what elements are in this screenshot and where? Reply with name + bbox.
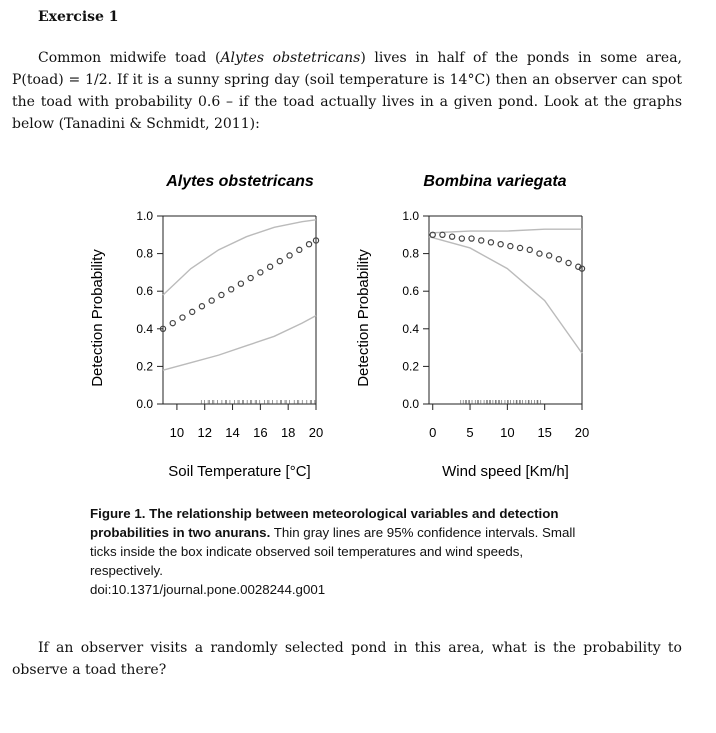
data-point <box>297 247 302 252</box>
intro-text-2: ) lives in half of the ponds in some area, P(toad) = 1/2. If it is a sunny spring day (soil temperature is 14°C) then an observer can spot the toad with probability 0.6 – if the toad actually lives in a given pond. Look at the graphs below (Tanadini & Schmidt, 2011): <box>12 50 682 132</box>
data-point <box>459 236 464 241</box>
intro-paragraph <box>12 47 682 135</box>
x-tick-label: 14 <box>225 425 240 440</box>
y-tick-label: 0.8 <box>136 246 153 261</box>
data-point <box>229 287 234 292</box>
data-point <box>248 275 253 280</box>
y-tick-label: 1.0 <box>402 209 419 223</box>
x-axis-label: Soil Temperature [°C] <box>168 463 311 480</box>
data-point <box>566 260 571 265</box>
y-tick-label: 0.0 <box>136 397 153 411</box>
y-tick-label: 0.6 <box>402 284 419 299</box>
x-tick-label: 15 <box>537 425 552 440</box>
data-point <box>170 321 175 326</box>
data-point <box>479 238 484 243</box>
y-tick-label: 0.6 <box>136 284 153 299</box>
ci-lower-line <box>163 316 316 371</box>
data-point <box>508 243 513 248</box>
intro-text-1: Common midwife toad ( <box>38 50 221 66</box>
ci-upper-line <box>429 229 582 233</box>
y-tick-label: 0.2 <box>136 359 153 374</box>
data-point <box>469 236 474 241</box>
data-point <box>268 264 273 269</box>
x-tick-label: 12 <box>197 425 212 440</box>
x-tick-label: 16 <box>253 425 268 440</box>
data-point <box>199 304 204 309</box>
data-point <box>258 270 263 275</box>
data-point <box>306 242 311 247</box>
ci-lower-line <box>429 237 582 354</box>
x-tick-label: 0 <box>429 425 437 440</box>
chart-title: Bombina variegata <box>423 173 567 190</box>
y-tick-label: 0.0 <box>402 397 419 411</box>
figure-caption <box>90 504 594 599</box>
x-tick-label: 5 <box>466 425 474 440</box>
chart-bombina <box>355 173 589 480</box>
data-point <box>556 257 561 262</box>
data-point <box>180 315 185 320</box>
x-tick-label: 20 <box>574 425 590 440</box>
x-axis-label: Wind speed [Km/h] <box>442 463 569 480</box>
data-point <box>547 253 552 258</box>
data-point <box>287 253 292 258</box>
y-tick-label: 0.8 <box>402 246 419 261</box>
y-tick-label: 0.4 <box>136 321 153 336</box>
data-point <box>498 242 503 247</box>
caption-bold: Figure 1. The relationship between meteorological variables and detection probabilities in two anurans. <box>90 506 559 540</box>
x-tick-label: 10 <box>500 425 515 440</box>
chart-title: Alytes obstetricans <box>166 173 314 190</box>
y-tick-label: 0.4 <box>402 321 419 336</box>
chart-alytes <box>89 173 323 480</box>
data-point <box>527 247 532 252</box>
data-point <box>537 251 542 256</box>
x-tick-label: 10 <box>169 425 185 440</box>
data-point <box>190 309 195 314</box>
y-axis-label: Detection Probability <box>355 249 372 387</box>
question-paragraph: If an observer visits a randomly selected pond in this area, what is the probability to observe a toad there? <box>12 640 682 678</box>
data-point <box>219 292 224 297</box>
data-point <box>517 245 522 250</box>
caption-doi: doi:10.1371/journal.pone.0028244.g001 <box>90 582 326 597</box>
data-point <box>238 281 243 286</box>
caption-text: Thin gray lines are 95% confidence intervals. Small ticks inside the box indicate observed soil temperatures and wind speeds, respectively. <box>90 525 576 578</box>
intro-species: Alytes obstetricans <box>220 50 361 66</box>
exercise-title: Exercise 1 <box>38 9 119 25</box>
data-point <box>450 234 455 239</box>
y-tick-label: 0.2 <box>402 359 419 374</box>
y-axis-label: Detection Probability <box>89 249 106 387</box>
data-point <box>277 259 282 264</box>
ci-upper-line <box>163 220 316 295</box>
x-tick-label: 20 <box>308 425 324 440</box>
figure-charts <box>89 165 610 480</box>
data-point <box>488 240 493 245</box>
x-tick-label: 18 <box>280 425 296 440</box>
y-tick-label: 1.0 <box>136 209 153 223</box>
data-point <box>209 298 214 303</box>
